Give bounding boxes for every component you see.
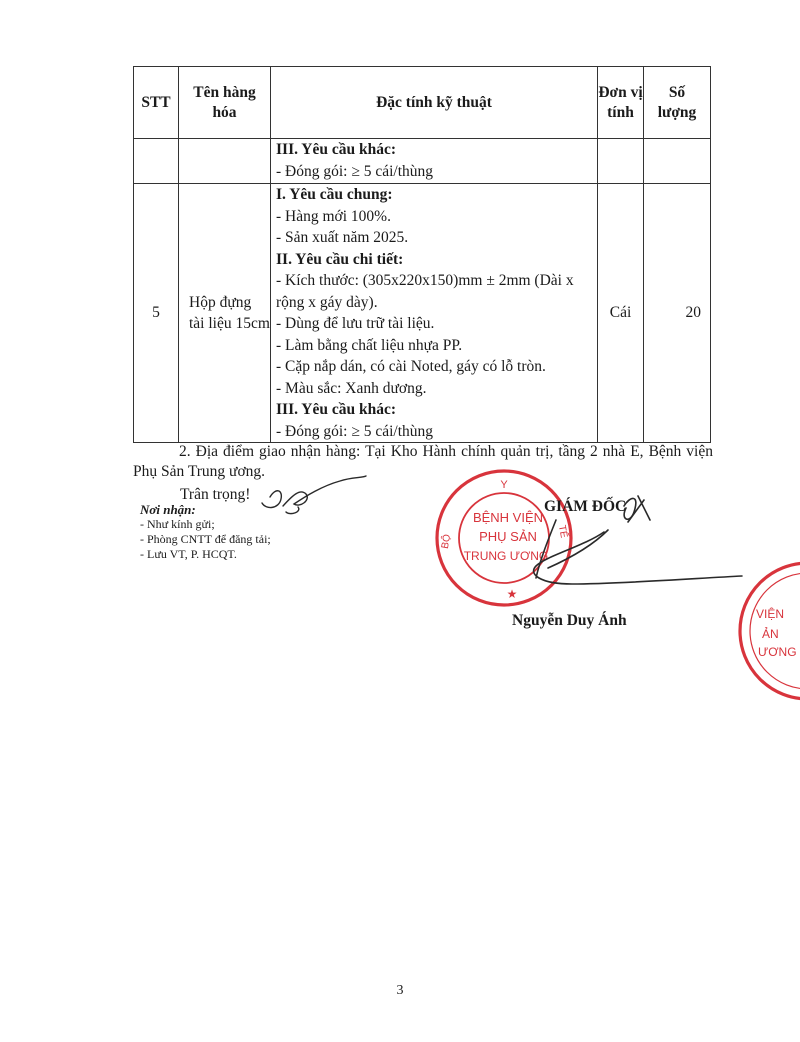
spec-table (133, 66, 711, 443)
official-stamp (437, 471, 571, 605)
header-stt: STT (134, 67, 179, 139)
spec-line: - Hàng mới 100%. (276, 207, 391, 225)
svg-text:ƯƠNG: ƯƠNG (758, 645, 797, 659)
recipient-item: - Phòng CNTT để đăng tải; (140, 532, 271, 546)
svg-text:BỆNH VIỆN: BỆNH VIỆN (472, 510, 544, 525)
svg-text:PHỤ SẢN: PHỤ SẢN (479, 529, 537, 544)
header-unit: Đơn vị tính (598, 67, 644, 139)
spec-line: - Đóng gói: ≥ 5 cái/thùng (276, 422, 434, 440)
table-header-row (134, 67, 711, 139)
greeting: Trân trọng! (180, 486, 251, 503)
spec-line: II. Yêu cầu chi tiết: (276, 250, 404, 268)
spec-line: - Kích thước: (305x220x150)mm ± 2mm (Dài x rộng x gáy dày). (276, 272, 574, 311)
svg-text:Y: Y (500, 479, 508, 491)
page-number: 3 (396, 983, 404, 998)
svg-text:BỘ: BỘ (439, 533, 454, 550)
table-row-continued (134, 139, 711, 184)
svg-text:ẢN: ẢN (762, 627, 779, 641)
spec-line: - Màu sắc: Xanh dương. (276, 379, 427, 397)
spec-line: - Dùng để lưu trữ tài liệu. (276, 315, 435, 332)
row-stt: 5 (134, 184, 179, 443)
spec-line: - Làm bằng chất liệu nhựa PP. (276, 336, 463, 354)
row-name: Hộp đựng tài liệu 15cm (179, 184, 271, 443)
recipient-item: - Lưu VT, P. HCQT. (140, 547, 237, 561)
row-unit: Cái (598, 184, 644, 443)
svg-text:TẾ: TẾ (555, 524, 569, 539)
svg-text:★: ★ (506, 587, 518, 601)
svg-text:TRUNG ƯƠNG: TRUNG ƯƠNG (463, 549, 549, 563)
header-qty: Số lượng (644, 67, 711, 139)
recipients-label: Nơi nhận: (140, 502, 196, 517)
spec-line: - Cặp nắp dán, có cài Noted, gáy có lỗ tròn. (276, 358, 546, 375)
delivery-paragraph: 2. Địa điểm giao nhận hàng: Tại Kho Hành chính quản trị, tầng 2 nhà E, Bệnh viện Phụ Sản Trung ương. (133, 443, 713, 480)
spec-line: III. Yêu cầu khác: (276, 401, 396, 418)
partial-stamp-right (740, 563, 800, 699)
row-spec-cell (271, 184, 598, 443)
row-qty: 20 (644, 184, 711, 443)
director-title: GIÁM ĐỐC (544, 498, 627, 515)
header-name: Tên hàng hóa (179, 67, 271, 139)
header-spec: Đặc tính kỹ thuật (271, 67, 598, 139)
table-row (134, 184, 711, 443)
spec-line: I. Yêu cầu chung: (276, 186, 393, 203)
spec-line: - Đóng gói: ≥ 5 cái/thùng (276, 162, 434, 180)
recipient-item: - Như kính gửi; (140, 517, 215, 531)
continued-spec-cell (271, 139, 598, 184)
spec-line: III. Yêu cầu khác: (276, 141, 396, 158)
recipients-block (140, 502, 271, 562)
svg-text:VIỆN: VIỆN (756, 607, 785, 621)
director-name: Nguyễn Duy Ánh (512, 612, 627, 629)
spec-line: - Sản xuất năm 2025. (276, 229, 409, 246)
